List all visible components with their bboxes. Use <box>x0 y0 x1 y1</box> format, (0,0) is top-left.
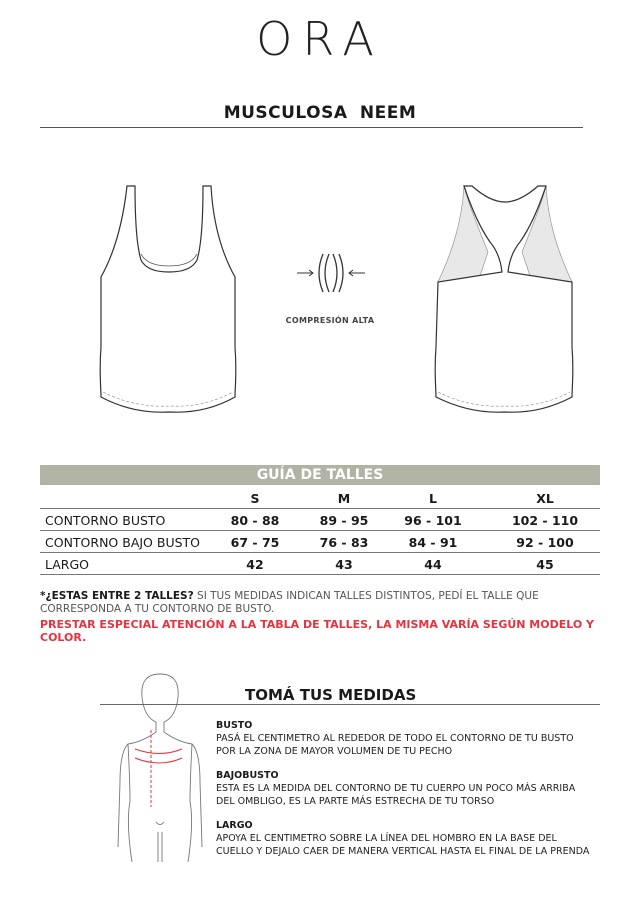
cell: 42 <box>246 557 264 572</box>
table-row <box>40 531 600 553</box>
size-note <box>40 590 605 616</box>
row-label: CONTORNO BAJO BUSTO <box>45 535 200 550</box>
divider <box>40 127 583 128</box>
brand-logo: ORA <box>256 12 384 66</box>
measure-title: TOMÁ TUS MEDIDAS <box>245 686 417 704</box>
tank-front-illustration <box>95 182 243 417</box>
cell: 89 - 95 <box>319 513 369 528</box>
size-header: M <box>337 491 351 506</box>
cell: 43 <box>335 557 353 572</box>
row-label: CONTORNO BUSTO <box>45 513 166 528</box>
measure-text-busto: PASÁ EL CENTIMETRO AL REDEDOR DE TODO EL CONTORNO DE TU BUSTO POR LA ZONA DE MAYOR VOLUMEN DE TU PECHO <box>216 733 574 757</box>
table-row <box>40 509 600 531</box>
cell: 92 - 100 <box>516 535 574 550</box>
cell: 76 - 83 <box>319 535 369 550</box>
compression-icon <box>295 252 367 294</box>
divider <box>100 704 600 705</box>
measure-text-bajobusto: ESTA ES LA MEDIDA DEL CONTORNO DE TU CUERPO UN POCO MÁS ARRIBA DEL OMBLIGO, ES LA PARTE MÁS ESTRECHA DE TU TORSO <box>216 783 576 807</box>
compression-label: COMPRESIÓN ALTA <box>285 316 375 325</box>
size-guide-title: GUÍA DE TALLES <box>40 465 600 485</box>
table-row <box>40 553 600 575</box>
size-header: S <box>250 491 260 506</box>
warning-text: PRESTAR ESPECIAL ATENCIÓN A LA TABLA DE TALLES, LA MISMA VARÍA SEGÚN MODELO Y COLOR. <box>40 618 595 644</box>
body-figure-illustration <box>100 672 205 867</box>
cell: 96 - 101 <box>404 513 462 528</box>
cell: 84 - 91 <box>408 535 458 550</box>
measure-text-largo: APOYA EL CENTIMETRO SOBRE LA LÍNEA DEL HOMBRO EN LA BASE DEL CUELLO Y DEJALO CAER DE MANERA VERTICAL HASTA EL FINAL DE LA PRENDA <box>216 833 590 857</box>
measure-heading-largo: LARGO <box>216 820 253 831</box>
cell: 44 <box>424 557 442 572</box>
size-header: L <box>429 491 437 506</box>
measure-heading-busto: BUSTO <box>216 720 253 731</box>
cell: 45 <box>536 557 554 572</box>
size-header: XL <box>536 491 554 506</box>
page-title: MUSCULOSA NEEM <box>223 103 417 123</box>
measure-heading-bajobusto: BAJOBUSTO <box>216 770 279 781</box>
cell: 102 - 110 <box>511 513 579 528</box>
cell: 67 - 75 <box>230 535 280 550</box>
note-lead: *¿ESTAS ENTRE 2 TALLES? <box>40 590 194 602</box>
size-header-row <box>40 487 600 509</box>
tank-back-illustration <box>430 182 580 417</box>
note-text: SI TUS MEDIDAS INDICAN TALLES DISTINTOS, PEDÍ EL TALLE QUE CORRESPONDA A TU CONTORNO DE BUSTO. <box>40 590 539 615</box>
cell: 80 - 88 <box>230 513 280 528</box>
row-label: LARGO <box>45 557 90 572</box>
